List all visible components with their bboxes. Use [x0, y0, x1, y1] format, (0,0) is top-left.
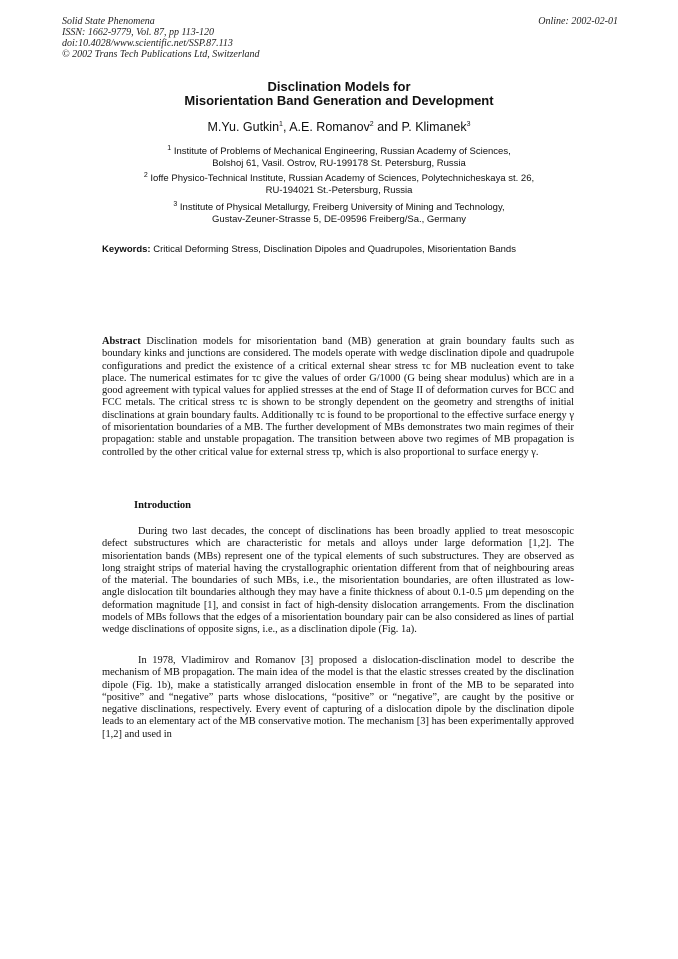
keywords — [102, 244, 582, 255]
keywords-label: Keywords: — [102, 244, 151, 255]
issn-line: ISSN: 1662-9779, Vol. 87, pp 113-120 — [62, 27, 215, 38]
author-1: M.Yu. Gutkin — [207, 120, 280, 134]
author-1-affil-mark: 1 — [279, 120, 283, 128]
abstract — [102, 336, 574, 459]
affiliation-line: RU-194021 St.-Petersburg, Russia — [265, 185, 413, 196]
abstract-text: Disclination models for misorientation band (MB) generation at grain boundary faults such as boundary kinks and junctions are considered. The models operate with wedge disclination dipole and quadrupole configurations and predict the existence of a critical external shear stress τc for MB nucleation event to take place. The numerical estimates for τc give the values of order G/1000 (G being shear modulus) which are in a good agreement with typical values for applied stresses at the end of Stage II of deformation curves for BCC and FCC metals. The critical stress τc is shown to be strongly dependent on the geometry and strengths of initial disclinations at grain boundary faults. Additionally τc is found to be proportional to the effective surface energy γ of misorientation boundaries of a MB. The further development of MBs demonstrates two main regimes of their propagation: stable and unstable propagation. The transition between above two regimes of MB propagation is controlled by the other critical value for external stress τp, which is also proportional to surface energy γ. — [102, 336, 574, 458]
affiliation-line: Institute of Physical Metallurgy, Freiberg University of Mining and Technology, — [179, 202, 505, 213]
keywords-text: Critical Deforming Stress, Disclination Dipoles and Quadrupoles, Misorientation Bands — [153, 244, 516, 255]
author-separator: , — [282, 120, 290, 134]
affiliation-line: Institute of Problems of Mechanical Engineering, Russian Academy of Sciences, — [173, 146, 511, 157]
affiliation-line: Gustav-Zeuner-Strasse 5, DE-09596 Freiberg/Sa., Germany — [212, 214, 466, 225]
affiliation-line: Bolshoj 61, Vasil. Ostrov, RU-199178 St. Petersburg, Russia — [212, 158, 466, 169]
affiliation-line: Ioffe Physico-Technical Institute, Russian Academy of Sciences, Polytechnicheskaya st. 26, — [150, 173, 535, 184]
journal-header — [62, 16, 260, 60]
affiliation-2 — [100, 173, 578, 197]
title-line-2: Misorientation Band Generation and Development — [184, 93, 494, 108]
affiliation-1 — [100, 146, 578, 170]
journal-name: Solid State Phenomena — [62, 16, 155, 27]
copyright-line: © 2002 Trans Tech Publications Ltd, Switzerland — [62, 49, 260, 60]
paragraph-text: During two last decades, the concept of disclinations has been broadly applied to treat mesoscopic defect substructures which are characteristic for metals and alloys under large deformation [1,2]. The misorientation bands (MBs) represent one of the typical elements of such substructures. They are observed as long straight strips of material having the crystallographic orientation different from that of neighbouring areas of the material. The boundaries of such MBs, i.e., the misorientation boundaries, are often illustrated as low-angle dislocation tilt boundaries although they may have a finite thickness of about 0.1-0.5 μm depending on the deformation magnitude [1], and consist in fact of high-density dislocation arrangements. From the disclination models of MBs follows that the edges of a misorientation boundary pair can be also considered as lines of partial wedge disclinations of opposite signs, i.e., as a disclination dipole (Fig. 1a). — [102, 526, 574, 636]
author-list — [100, 120, 578, 134]
affiliation-3 — [100, 202, 578, 226]
online-date: Online: 2002-02-01 — [538, 16, 618, 27]
section-heading-introduction: Introduction — [134, 500, 191, 511]
affiliation-mark: 3 — [173, 200, 178, 208]
introduction-paragraph-2 — [102, 655, 574, 741]
author-3: and P. Klimanek — [377, 120, 467, 134]
affiliation-mark: 2 — [143, 171, 148, 179]
affiliation-mark: 1 — [167, 144, 172, 152]
author-2: A.E. Romanov — [289, 120, 370, 134]
abstract-label: Abstract — [102, 336, 141, 347]
doi-line[interactable]: doi:10.4028/www.scientific.net/SSP.87.113 — [62, 38, 233, 49]
introduction-paragraph-1 — [102, 526, 574, 637]
paper-title — [100, 80, 578, 108]
title-line-1: Disclination Models for — [267, 79, 411, 94]
author-2-affil-mark: 2 — [369, 120, 374, 128]
paragraph-text: In 1978, Vladimirov and Romanov [3] proposed a dislocation-disclination model to describe the mechanism of MB propagation. The main idea of the model is that the elastic stresses created by the disclination dipole (Fig. 1b), make a statistically arranged dislocation ensemble in front of the MB to be separated into “positive” and “negative” parts whose dislocations, “positive” or “negative”, are caught by the positive or negative disclinations, respectively. Every event of capturing of a dislocation dipole by the disclination dipole leads to an elementary act of the MB conservative motion. The mechanism [3] has been experimentally approved [1,2] and used in — [102, 655, 574, 740]
author-3-affil-mark: 3 — [466, 120, 471, 128]
